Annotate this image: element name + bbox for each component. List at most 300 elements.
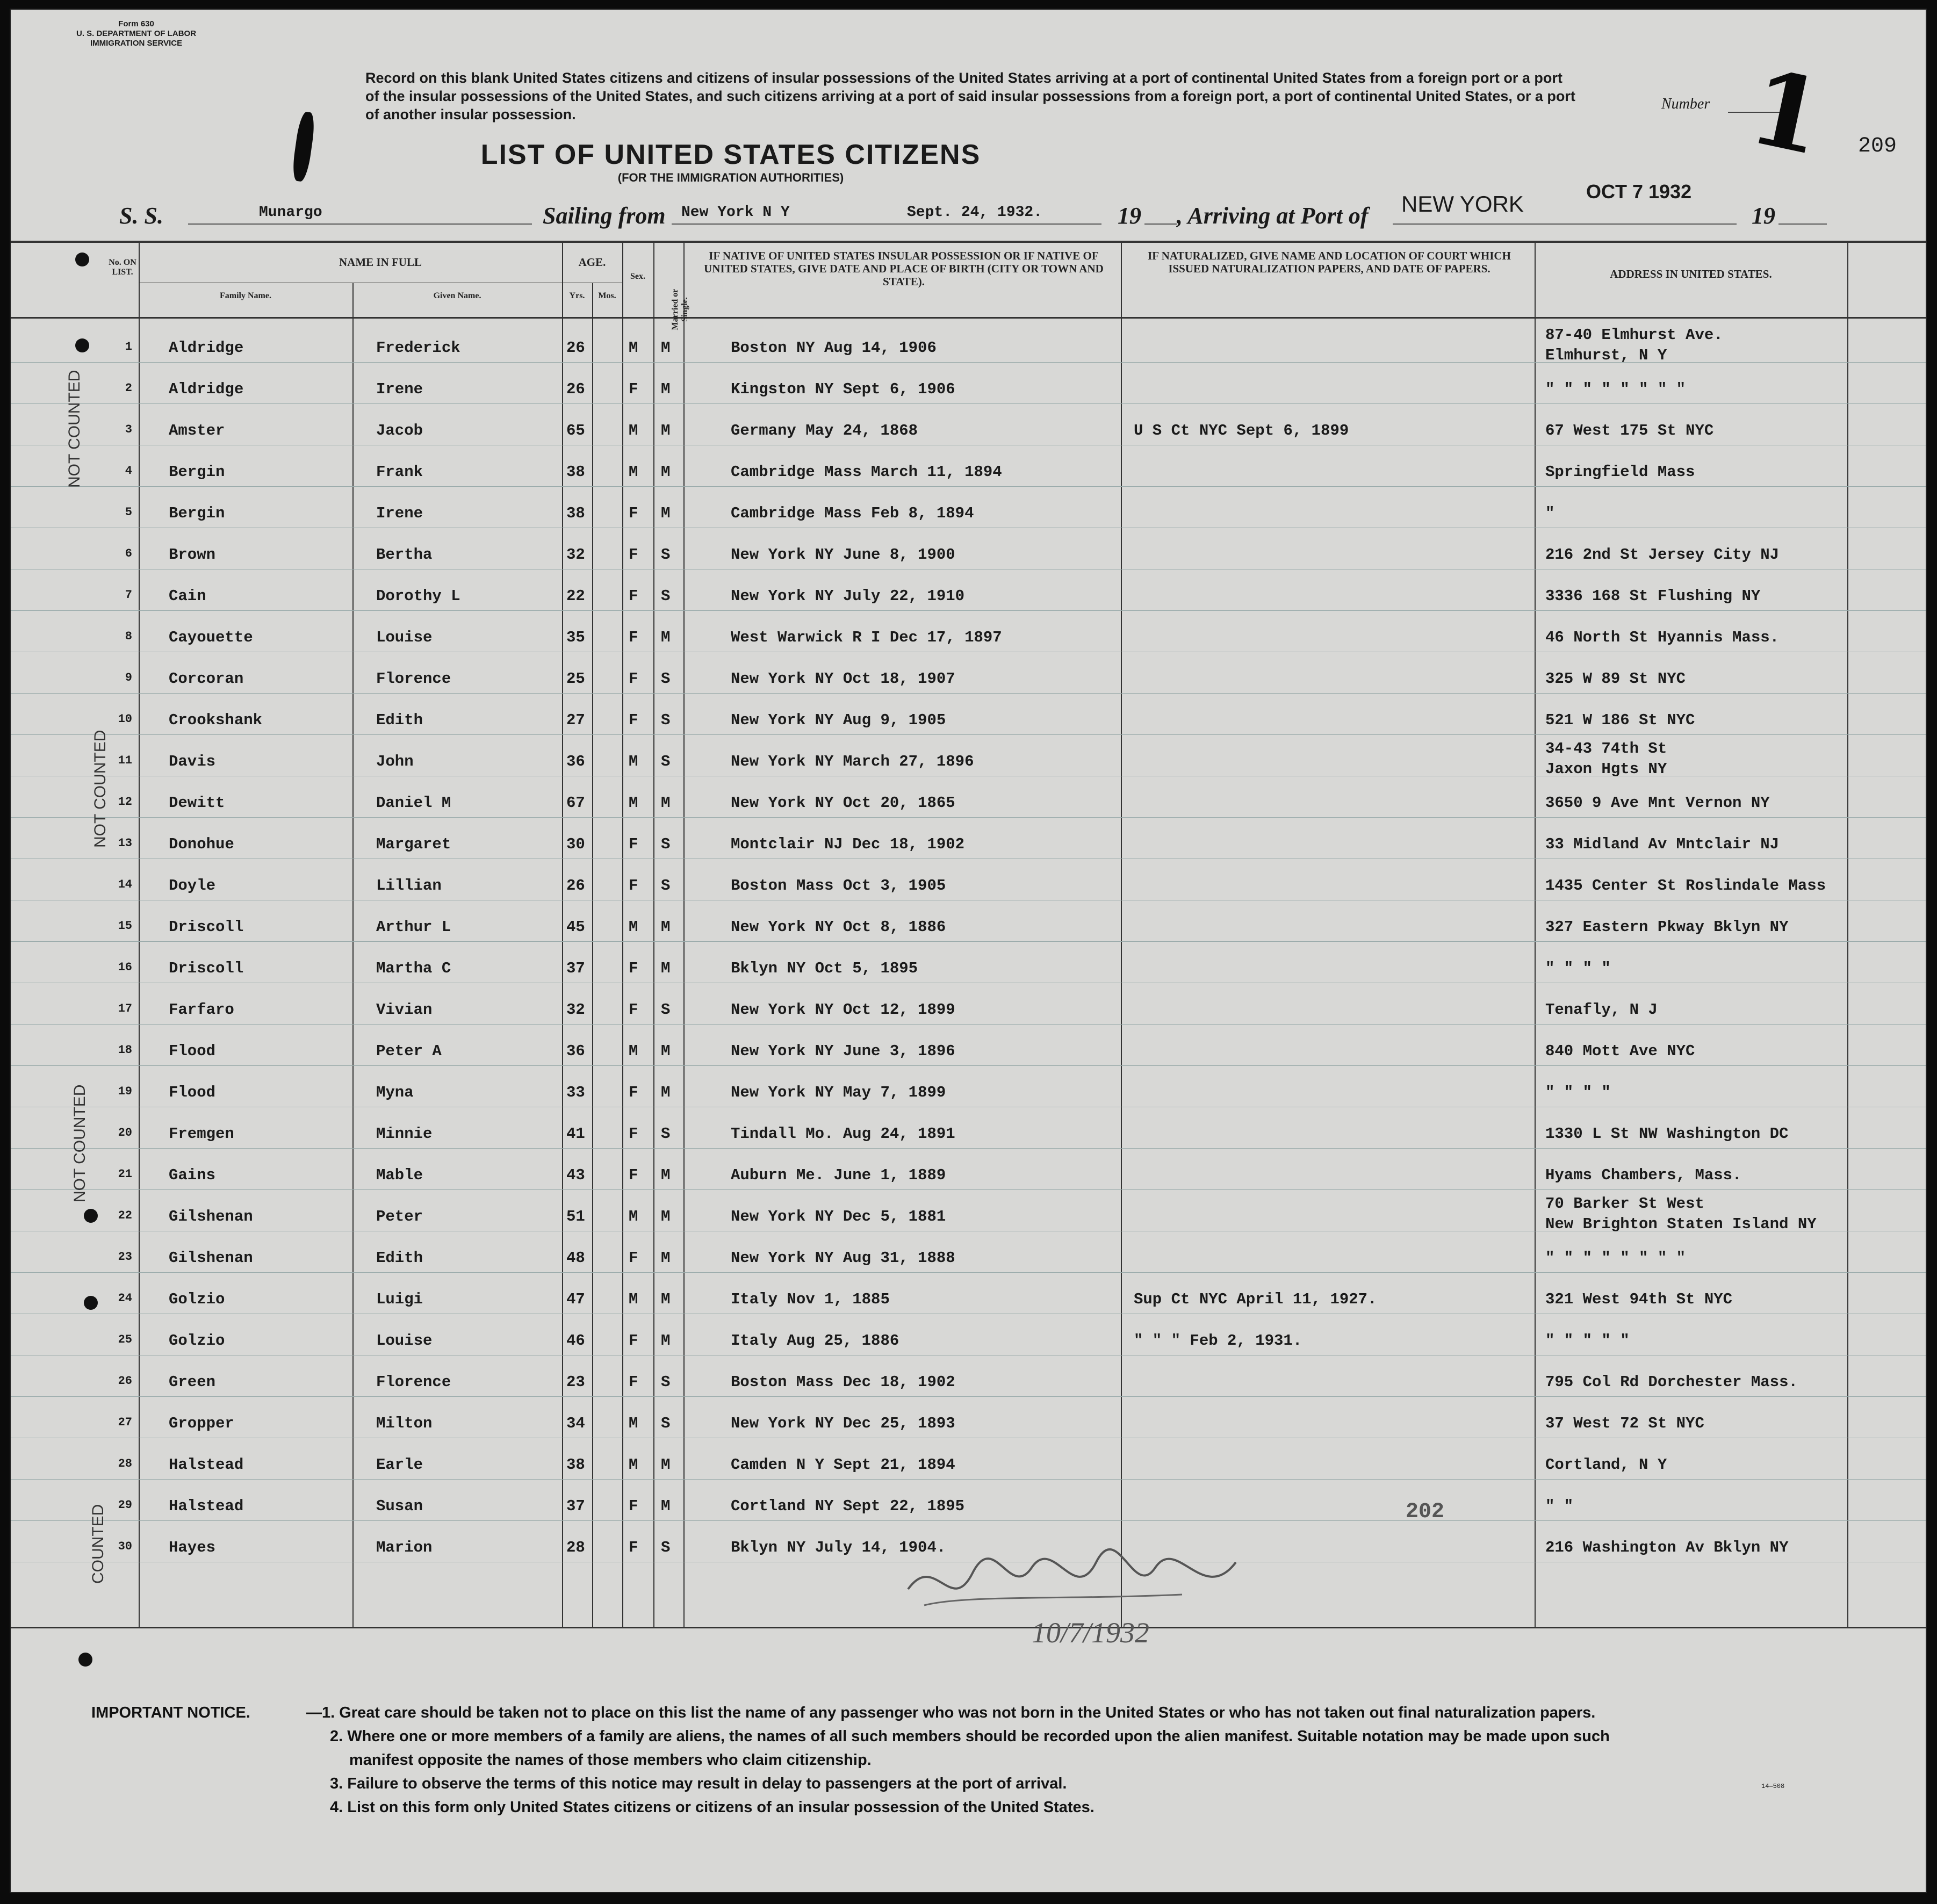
cell-addr: 33 Midland Av Mntclair NJ [1545, 835, 1780, 853]
row-number: 7 [125, 588, 132, 602]
cell-ms: S [661, 1001, 671, 1019]
cell-sex: M [629, 463, 638, 481]
cell-ms: M [661, 463, 671, 481]
row-number: 19 [118, 1085, 132, 1098]
row-number: 13 [118, 836, 132, 850]
cell-sex: F [629, 711, 638, 729]
cell-family: Bergin [169, 463, 225, 481]
cell-given: Florence [376, 1373, 451, 1391]
ruled-line [11, 403, 1927, 404]
cell-age: 43 [566, 1166, 585, 1184]
cell-birth: West Warwick R I Dec 17, 1897 [731, 629, 1002, 646]
row-number: 18 [118, 1043, 132, 1057]
cell-given: Peter A [376, 1042, 442, 1060]
table-header-bottom [11, 317, 1927, 319]
cell-addr: 840 Mott Ave NYC [1545, 1042, 1695, 1060]
page-subtitle: (FOR THE IMMIGRATION AUTHORITIES) [617, 171, 844, 184]
cell-birth: New York NY July 22, 1910 [731, 587, 965, 605]
print-code: 14—508 [1761, 1783, 1785, 1790]
margin-note: NOT COUNTED [71, 1084, 89, 1202]
ruled-line [11, 693, 1927, 694]
form-identifier [76, 19, 196, 48]
cell-birth: Bklyn NY Oct 5, 1895 [731, 960, 918, 977]
cell-sex: F [629, 504, 638, 522]
cell-birth: New York NY Aug 9, 1905 [731, 711, 946, 729]
col-divider-birth [1121, 241, 1122, 1627]
header-name-in-full: NAME IN FULL [339, 256, 422, 269]
cell-ms: M [661, 1166, 671, 1184]
cell-given: Margaret [376, 835, 451, 853]
cell-family: Bergin [169, 504, 225, 522]
cell-ms: M [661, 629, 671, 646]
row-number: 21 [118, 1167, 132, 1181]
cell-ms: M [661, 1290, 671, 1308]
cell-addr: Cortland, N Y [1545, 1456, 1667, 1474]
cell-family: Gilshenan [169, 1208, 253, 1225]
ruled-line [11, 734, 1927, 735]
row-number: 15 [118, 919, 132, 933]
cell-ms: M [661, 1249, 671, 1267]
cell-given: Luigi [376, 1290, 423, 1308]
cell-age: 35 [566, 629, 585, 646]
cell-age: 47 [566, 1290, 585, 1308]
sailing-label: Sailing from [543, 203, 666, 229]
cell-age: 22 [566, 587, 585, 605]
col-divider-given [562, 241, 563, 1627]
cell-age: 32 [566, 546, 585, 564]
cell-ms: S [661, 753, 671, 770]
cell-sex: F [629, 1249, 638, 1267]
cell-ms: S [661, 546, 671, 564]
row-number: 29 [118, 1498, 132, 1512]
cell-age: 32 [566, 1001, 585, 1019]
cell-sex: F [629, 380, 638, 398]
cell-given: Bertha [376, 546, 433, 564]
punch-hole [84, 1209, 98, 1223]
cell-given: John [376, 753, 414, 770]
cell-age: 48 [566, 1249, 585, 1267]
margin-note: NOT COUNTED [91, 730, 109, 848]
header-naturalized: IF NATURALIZED, GIVE NAME AND LOCATION OF COURT WHICH ISSUED NATURALIZATION PAPERS, AND DATE OF PAPERS. [1148, 249, 1511, 275]
row-number: 25 [118, 1333, 132, 1346]
cell-sex: F [629, 587, 638, 605]
cell-family: Donohue [169, 835, 234, 853]
cell-age: 27 [566, 711, 585, 729]
cell-addr: 325 W 89 St NYC [1545, 670, 1686, 688]
row-number: 4 [125, 464, 132, 478]
sailing-from: New York N Y [681, 204, 790, 221]
cell-given: Lillian [376, 877, 442, 895]
cell-ms: S [661, 877, 671, 895]
sailing-date: Sept. 24, 1932. [907, 204, 1043, 221]
record-instruction: Record on this blank United States citizens and citizens of insular possessions of the United States arriving at a port of continental United States from a foreign port or a port of the insular possessions of the United States, and such citizens arriving at a port of said insular possessions from a foreign port, a port of continental United States, or a port of another insular possession. [365, 70, 1575, 122]
cell-addr: " [1545, 504, 1555, 522]
header-mos: Mos. [598, 291, 616, 300]
header-family-name: Family Name. [220, 291, 271, 300]
cell-sex: F [629, 960, 638, 977]
header-yrs: Yrs. [569, 291, 585, 300]
col-divider-age [622, 241, 623, 1627]
cell-age: 36 [566, 753, 585, 770]
ruled-line [11, 610, 1927, 611]
cell-given: Dorothy L [376, 587, 460, 605]
punch-hole [84, 1296, 98, 1310]
cell-birth: Camden N Y Sept 21, 1894 [731, 1456, 955, 1474]
cell-sex: M [629, 753, 638, 770]
cell-age: 26 [566, 339, 585, 357]
cell-sex: F [629, 1539, 638, 1556]
row-number: 23 [118, 1250, 132, 1264]
cell-age: 26 [566, 380, 585, 398]
cell-given: Milton [376, 1415, 433, 1432]
cell-ms: M [661, 1042, 671, 1060]
cell-age: 23 [566, 1373, 585, 1391]
cell-birth: Bklyn NY July 14, 1904. [731, 1539, 946, 1556]
cell-addr-line2: Elmhurst, N Y [1545, 347, 1667, 364]
cell-age: 51 [566, 1208, 585, 1225]
cell-birth: New York NY Oct 18, 1907 [731, 670, 955, 688]
cell-ms: M [661, 1497, 671, 1515]
header-no-on-list: No. ON LIST. [109, 258, 136, 277]
cell-age: 38 [566, 463, 585, 481]
cell-ms: M [661, 960, 671, 977]
cell-family: Corcoran [169, 670, 244, 688]
cell-nat: U S Ct NYC Sept 6, 1899 [1134, 422, 1349, 439]
col-divider-naturalized [1535, 241, 1536, 1627]
cell-sex: M [629, 1042, 638, 1060]
form-number: Form 630 [118, 19, 154, 28]
cell-given: Frank [376, 463, 423, 481]
ruled-line [11, 1479, 1927, 1480]
margin-note: NOT COUNTED [66, 370, 83, 488]
cell-family: Brown [169, 546, 216, 564]
cell-family: Doyle [169, 877, 216, 895]
cell-addr: 216 Washington Av Bklyn NY [1545, 1539, 1789, 1556]
cell-ms: M [661, 339, 671, 357]
cell-given: Martha C [376, 960, 451, 977]
col-divider-no [139, 241, 140, 1627]
cell-family: Gropper [169, 1415, 234, 1432]
row-number: 14 [118, 878, 132, 891]
cell-birth: Germany May 24, 1868 [731, 422, 918, 439]
cell-family: Davis [169, 753, 216, 770]
cell-birth: Boston Mass Oct 3, 1905 [731, 877, 946, 895]
row-number: 27 [118, 1416, 132, 1429]
cell-given: Louise [376, 1332, 433, 1350]
notice-item: —1. Great care should be taken not to place on this list the name of any passenger who was not born in the United States or who has not taken out final naturalization papers. [306, 1704, 1596, 1721]
cell-ms: M [661, 1084, 671, 1101]
cell-addr: 46 North St Hyannis Mass. [1545, 629, 1780, 646]
cell-addr-line2: Jaxon Hgts NY [1545, 760, 1667, 778]
ruled-line [11, 1065, 1927, 1066]
cell-age: 45 [566, 918, 585, 936]
cell-given: Frederick [376, 339, 460, 357]
sheet-number: 209 [1858, 134, 1897, 158]
cell-nat: " " " Feb 2, 1931. [1134, 1332, 1302, 1350]
ruled-line [11, 1520, 1927, 1521]
ruled-line [11, 1148, 1927, 1149]
row-number: 1 [125, 340, 132, 354]
ss-label: S. S. [119, 203, 163, 229]
cell-age: 34 [566, 1415, 585, 1432]
cell-sex: M [629, 1456, 638, 1474]
cell-family: Driscoll [169, 960, 244, 977]
cell-sex: M [629, 918, 638, 936]
arriving-line [1393, 223, 1737, 225]
cell-given: Jacob [376, 422, 423, 439]
arriving-label: , Arriving at Port of [1177, 203, 1369, 229]
manifest-sheet [10, 9, 1927, 1893]
ruled-line [11, 941, 1927, 942]
cell-ms: S [661, 670, 671, 688]
cell-age: 30 [566, 835, 585, 853]
cell-addr: 321 West 94th St NYC [1545, 1290, 1733, 1308]
row-number: 22 [118, 1209, 132, 1222]
cell-age: 67 [566, 794, 585, 812]
cell-given: Daniel M [376, 794, 451, 812]
cell-addr: 34-43 74th St [1545, 740, 1667, 758]
cell-birth: Auburn Me. June 1, 1889 [731, 1166, 946, 1184]
cell-birth: Montclair NJ Dec 18, 1902 [731, 835, 965, 853]
cell-ms: S [661, 835, 671, 853]
row-number: 10 [118, 712, 132, 726]
cell-family: Flood [169, 1084, 216, 1101]
cell-family: Crookshank [169, 711, 263, 729]
cell-birth: New York NY Aug 31, 1888 [731, 1249, 955, 1267]
cell-family: Dewitt [169, 794, 225, 812]
ship-name: Munargo [259, 204, 322, 221]
margin-note: COUNTED [89, 1504, 107, 1584]
col-divider-married [683, 241, 685, 1627]
row-number: 5 [125, 506, 132, 519]
table-top-border [11, 241, 1927, 243]
row-number: 20 [118, 1126, 132, 1139]
cell-ms: M [661, 1332, 671, 1350]
cell-birth: New York NY Oct 20, 1865 [731, 794, 955, 812]
cell-family: Farfaro [169, 1001, 234, 1019]
cell-family: Golzio [169, 1332, 225, 1350]
cell-ms: M [661, 794, 671, 812]
year-line-2 [1778, 223, 1827, 225]
cell-nat: Sup Ct NYC April 11, 1927. [1134, 1290, 1377, 1308]
cell-birth: Cortland NY Sept 22, 1895 [731, 1497, 965, 1515]
cell-sex: F [629, 1084, 638, 1101]
cell-age: 36 [566, 1042, 585, 1060]
cell-birth: New York NY May 7, 1899 [731, 1084, 946, 1101]
cell-ms: S [661, 1539, 671, 1556]
ruled-line [11, 1189, 1927, 1190]
cell-given: Edith [376, 711, 423, 729]
cell-sex: M [629, 1415, 638, 1432]
cell-addr: " " " " [1545, 1084, 1611, 1101]
cell-addr: 327 Eastern Pkway Bklyn NY [1545, 918, 1789, 936]
ruled-line [11, 1024, 1927, 1025]
cell-family: Driscoll [169, 918, 244, 936]
cell-given: Peter [376, 1208, 423, 1225]
list-number: 1 [1740, 46, 1834, 179]
cell-age: 38 [566, 1456, 585, 1474]
cell-birth: New York NY Dec 5, 1881 [731, 1208, 946, 1225]
year-prefix-2: 19 [1752, 203, 1775, 229]
cell-given: Mable [376, 1166, 423, 1184]
cell-age: 41 [566, 1125, 585, 1143]
cell-ms: M [661, 422, 671, 439]
cell-family: Aldridge [169, 339, 244, 357]
row-number: 28 [118, 1457, 132, 1470]
ruled-line [11, 1272, 1927, 1273]
cell-age: 65 [566, 422, 585, 439]
cell-family: Golzio [169, 1290, 225, 1308]
notice-item: 4. List on this form only United States citizens or citizens of an insular possession of the United States. [330, 1799, 1094, 1816]
cell-ms: M [661, 1456, 671, 1474]
cell-family: Cayouette [169, 629, 253, 646]
cell-age: 37 [566, 960, 585, 977]
cell-given: Earle [376, 1456, 423, 1474]
row-number: 24 [118, 1292, 132, 1305]
cell-birth: New York NY June 8, 1900 [731, 546, 955, 564]
notice-item: manifest opposite the names of those members who claim citizenship. [349, 1751, 872, 1769]
cell-addr: " " " " [1545, 960, 1611, 977]
cell-addr: 87-40 Elmhurst Ave. [1545, 326, 1723, 344]
cell-addr: 37 West 72 St NYC [1545, 1415, 1704, 1432]
page-title: LIST OF UNITED STATES CITIZENS [480, 139, 981, 170]
notice-item: 3. Failure to observe the terms of this notice may result in delay to passengers at the port of arrival. [330, 1775, 1067, 1792]
cell-family: Cain [169, 587, 206, 605]
col-divider-yrs [592, 283, 593, 1627]
cell-age: 26 [566, 877, 585, 895]
cell-sex: F [629, 1166, 638, 1184]
header-address: ADDRESS IN UNITED STATES. [1610, 268, 1772, 280]
punch-hole [75, 253, 89, 266]
cell-birth: Boston Mass Dec 18, 1902 [731, 1373, 955, 1391]
cell-addr: 1330 L St NW Washington DC [1545, 1125, 1789, 1143]
cell-given: Edith [376, 1249, 423, 1267]
cell-ms: M [661, 1208, 671, 1225]
cell-family: Flood [169, 1042, 216, 1060]
cell-birth: New York NY Dec 25, 1893 [731, 1415, 955, 1432]
cell-given: Marion [376, 1539, 433, 1556]
cell-addr: 795 Col Rd Dorchester Mass. [1545, 1373, 1798, 1391]
cell-given: Florence [376, 670, 451, 688]
cell-ms: M [661, 504, 671, 522]
cell-age: 28 [566, 1539, 585, 1556]
cell-sex: F [629, 1125, 638, 1143]
cell-sex: F [629, 877, 638, 895]
cell-age: 38 [566, 504, 585, 522]
cell-age: 25 [566, 670, 585, 688]
cell-sex: F [629, 1497, 638, 1515]
cell-birth: Tindall Mo. Aug 24, 1891 [731, 1125, 955, 1143]
header-age: AGE. [578, 256, 606, 269]
notice-item: 2. Where one or more members of a family are aliens, the names of all such members should be recorded upon the alien manifest. Suitable notation may be made upon such [330, 1728, 1610, 1745]
notice-lead: IMPORTANT NOTICE. [91, 1704, 250, 1721]
cell-addr: 67 West 175 St NYC [1545, 422, 1714, 439]
notice-items [306, 1701, 1610, 1819]
cell-birth: New York NY Oct 8, 1886 [731, 918, 946, 936]
number-label: Number [1661, 96, 1710, 112]
cell-addr: " " [1545, 1497, 1574, 1515]
cell-birth: Italy Nov 1, 1885 [731, 1290, 890, 1308]
row-number: 6 [125, 547, 132, 560]
ruled-line [11, 817, 1927, 818]
header-sex: Sex. [630, 272, 645, 281]
cell-addr: Springfield Mass [1545, 463, 1695, 481]
cell-sex: F [629, 670, 638, 688]
header-given-name: Given Name. [433, 291, 481, 300]
cell-addr: " " " " " " " " [1545, 380, 1686, 398]
cell-addr: 216 2nd St Jersey City NJ [1545, 546, 1780, 564]
cell-addr-line2: New Brighton Staten Island NY [1545, 1215, 1817, 1233]
cell-addr: 521 W 186 St NYC [1545, 711, 1695, 729]
cell-sex: F [629, 629, 638, 646]
cell-sex: F [629, 1332, 638, 1350]
cell-sex: M [629, 339, 638, 357]
cell-sex: F [629, 1001, 638, 1019]
cell-given: Vivian [376, 1001, 433, 1019]
cell-ms: M [661, 918, 671, 936]
cell-family: Halstead [169, 1456, 244, 1474]
cell-addr: Hyams Chambers, Mass. [1545, 1166, 1742, 1184]
cell-ms: S [661, 1373, 671, 1391]
cell-birth: New York NY Oct 12, 1899 [731, 1001, 955, 1019]
cell-birth: Kingston NY Sept 6, 1906 [731, 380, 955, 398]
row-number: 8 [125, 630, 132, 643]
header-married-single: Married or Single. [671, 289, 689, 330]
ruled-line [11, 486, 1927, 487]
cell-addr: 70 Barker St West [1545, 1195, 1704, 1213]
stamp-number: 202 [1406, 1500, 1445, 1524]
row-number: 11 [118, 754, 132, 767]
arriving-port: NEW YORK [1401, 191, 1524, 217]
department-name: U. S. DEPARTMENT OF LABOR [76, 29, 197, 38]
cell-ms: S [661, 1415, 671, 1432]
cell-ms: S [661, 587, 671, 605]
cell-birth: Cambridge Mass Feb 8, 1894 [731, 504, 974, 522]
cell-birth: New York NY March 27, 1896 [731, 753, 974, 770]
cell-sex: M [629, 422, 638, 439]
header-birth: IF NATIVE OF UNITED STATES INSULAR POSSESSION OR IF NATIVE OF UNITED STATES, GIVE DATE AND PLACE OF BIRTH (CITY OR TOWN AND STATE). [704, 249, 1104, 288]
row-number: 3 [125, 423, 132, 436]
cell-given: Irene [376, 380, 423, 398]
cell-birth: New York NY June 3, 1896 [731, 1042, 955, 1060]
cell-addr: Tenafly, N J [1545, 1001, 1658, 1019]
cell-ms: S [661, 711, 671, 729]
row-number: 26 [118, 1374, 132, 1388]
cell-family: Fremgen [169, 1125, 234, 1143]
ship-line [188, 223, 532, 225]
col-divider-address [1847, 241, 1848, 1627]
cell-ms: S [661, 1125, 671, 1143]
cell-birth: Cambridge Mass March 11, 1894 [731, 463, 1002, 481]
cell-birth: Italy Aug 25, 1886 [731, 1332, 899, 1350]
cell-sex: M [629, 1208, 638, 1225]
cell-addr: 3336 168 St Flushing NY [1545, 587, 1761, 605]
cell-family: Green [169, 1373, 216, 1391]
row-number: 16 [118, 961, 132, 974]
row-number: 12 [118, 795, 132, 809]
row-number: 9 [125, 671, 132, 684]
punch-hole [78, 1653, 92, 1667]
service-name: IMMIGRATION SERVICE [90, 39, 183, 48]
cell-family: Hayes [169, 1539, 216, 1556]
cell-family: Gains [169, 1166, 216, 1184]
cell-family: Aldridge [169, 380, 244, 398]
cell-age: 37 [566, 1497, 585, 1515]
inspector-date: 10/7/1932 [1032, 1617, 1150, 1649]
cell-given: Louise [376, 629, 433, 646]
row-number: 30 [118, 1540, 132, 1553]
arrival-date-stamp: OCT 7 1932 [1586, 181, 1692, 203]
